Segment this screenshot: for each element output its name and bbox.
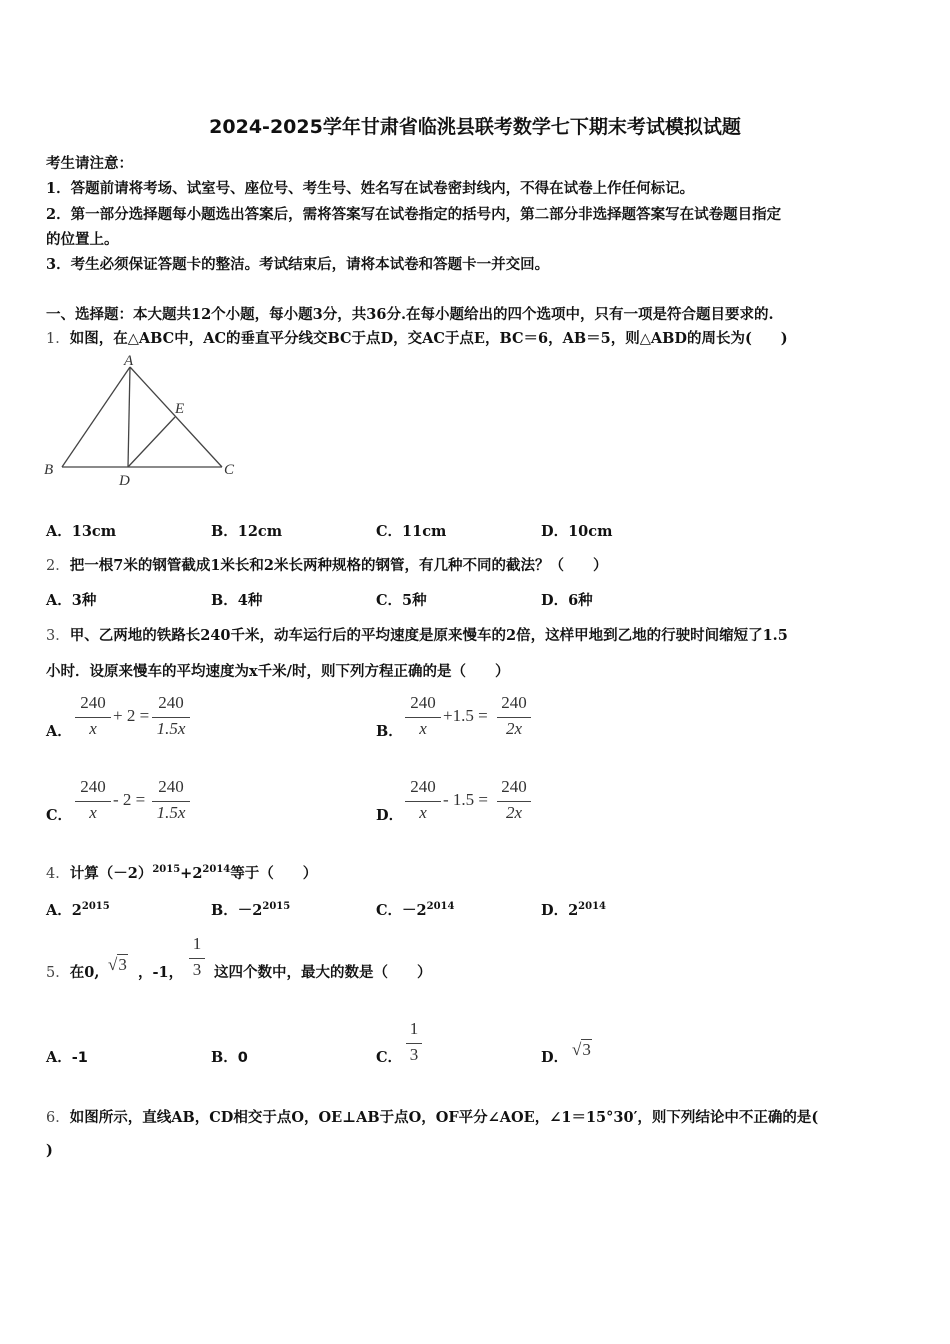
sqrt-expression (572, 1040, 592, 1060)
option-b[interactable] (211, 1046, 248, 1067)
page-title: 2024-2025学年甘肃省临洮县联考数学七下期末考试模拟试题 (209, 116, 741, 138)
question-2 (46, 554, 608, 575)
label-a: A (124, 355, 134, 369)
fraction-bar (75, 801, 111, 802)
numerator: 1 (409, 1019, 419, 1038)
numerator: 240 (158, 777, 184, 796)
denominator: 1.5x (156, 719, 186, 738)
option-label: A． (46, 902, 72, 919)
option-label: C． (376, 902, 403, 919)
question-number: 2． (46, 558, 70, 574)
option-a[interactable]: A．3种 (46, 592, 97, 609)
segment-ac (130, 367, 222, 467)
option-base: 2 (71, 902, 82, 919)
exponent: 2014 (202, 864, 231, 876)
option-base: －2 (237, 902, 263, 919)
denominator: x (89, 719, 97, 738)
option-label: A． (46, 1049, 72, 1066)
sqrt-value: 3 (582, 1040, 591, 1059)
fraction (405, 777, 441, 827)
fraction (75, 693, 111, 743)
segment-ab (62, 367, 130, 467)
question-text: 把一根7米的钢管截成1米长和2米长两种规格的钢管，有几种不同的截法？（ ） (69, 557, 608, 574)
fraction-bar (497, 801, 531, 802)
denominator: x (419, 719, 427, 738)
fraction (406, 1019, 422, 1069)
question-4 (46, 862, 317, 883)
fraction-bar (405, 801, 441, 802)
denominator: x (419, 803, 427, 822)
option-b[interactable]: B．12cm (211, 523, 283, 540)
question-6 (46, 1106, 818, 1127)
notice-item: 3．考生必须保证答题卡的整洁。考试结束后，请将本试卷和答题卡一并交回。 (46, 256, 550, 273)
label-e: E (175, 401, 185, 417)
label-d: D (119, 473, 130, 489)
exponent: 2014 (578, 901, 607, 913)
notice-item: 2．第一部分选择题每小题选出答案后，需将答案写在试卷指定的括号内，第二部分非选择题答案写在试卷题目指定 (46, 206, 782, 223)
question-1 (46, 327, 788, 348)
numerator: 240 (80, 693, 106, 712)
fraction-bar (152, 801, 190, 802)
question-3 (46, 624, 788, 645)
question-number: 5． (46, 965, 70, 981)
option-label: B． (211, 902, 238, 919)
fraction-bar (189, 958, 205, 959)
question-text: 甲、乙两地的铁路长240千米，动车运行后的平均速度是原来慢车的2倍，这样甲地到乙地的行驶时间缩短了1.5 (69, 627, 788, 644)
sqrt-icon: √ (108, 955, 118, 974)
notice-item: 1．答题前请将考场、试室号、座位号、考生号、姓名写在试卷密封线内，不得在试卷上作任何标记。 (46, 180, 695, 197)
notice-heading: 考生请注意： (46, 155, 133, 172)
option-c[interactable]: C． (376, 1049, 403, 1066)
fraction (497, 777, 531, 827)
sqrt-icon: √ (572, 1040, 582, 1059)
question-text: 在0, (69, 964, 100, 981)
denominator: 2x (505, 719, 523, 738)
segment-ad (128, 367, 130, 467)
option-a[interactable]: A．13cm (46, 523, 117, 540)
exponent: 2015 (81, 901, 110, 913)
option-d[interactable]: D．6种 (541, 592, 593, 609)
notice-item: 的位置上。 (46, 231, 119, 248)
fraction (405, 693, 441, 743)
option-c[interactable]: C．5种 (376, 592, 427, 609)
numerator: 240 (158, 693, 184, 712)
option-value: -1 (71, 1050, 88, 1066)
option-b[interactable]: B． (376, 723, 403, 740)
option-c[interactable] (376, 899, 454, 920)
fraction-bar (75, 717, 111, 718)
label-b: B (44, 462, 54, 478)
operator: - 1.5 = (443, 790, 488, 809)
numerator: 240 (501, 777, 527, 796)
sqrt-value: 3 (118, 955, 127, 974)
option-c[interactable]: C． (46, 807, 73, 824)
section-heading: 一、选择题：本大题共12个小题，每小题3分，共36分.在每小题给出的四个选项中，只有一项是符合题目要求的. (46, 306, 774, 323)
fraction (75, 777, 111, 827)
segment-de (128, 417, 175, 467)
question-text: 计算（－2） (69, 865, 153, 882)
fraction (497, 693, 531, 743)
question-3-line2: 小时．设原来慢车的平均速度为x千米/时，则下列方程正确的是（ ） (46, 663, 510, 680)
exponent: 2014 (426, 901, 455, 913)
numerator: 240 (410, 777, 436, 796)
fraction-bar (405, 717, 441, 718)
option-label: B． (211, 1049, 238, 1066)
fraction (152, 777, 190, 827)
option-c[interactable]: C．11cm (376, 523, 447, 540)
question-text: ，-1， (138, 964, 184, 981)
exponent: 2015 (152, 864, 181, 876)
option-a[interactable]: A． (46, 723, 72, 740)
fraction (189, 934, 205, 984)
question-6-line2: ) (46, 1142, 53, 1159)
question-5 (46, 961, 99, 982)
numerator: 240 (501, 693, 527, 712)
question-text: +2 (180, 865, 203, 882)
operator: +1.5 = (443, 706, 488, 725)
sqrt-expression (108, 955, 128, 975)
option-a[interactable] (46, 899, 110, 920)
question-number: 3． (46, 628, 70, 644)
operator: - 2 = (113, 790, 146, 809)
question-text: 这四个数中，最大的数是（ ） (214, 964, 432, 981)
denominator: 3 (192, 960, 202, 979)
option-b[interactable]: B．4种 (211, 592, 263, 609)
question-text: 如图，在△ABC中，AC的垂直平分线交BC于点D，交AC于点E，BC＝6，AB＝5，则△ABD的周长为( ) (69, 330, 788, 347)
option-d[interactable]: D． (541, 1049, 569, 1066)
numerator: 240 (80, 777, 106, 796)
denominator: 2x (505, 803, 523, 822)
option-label: D． (541, 902, 569, 919)
option-b[interactable] (211, 899, 290, 920)
numerator: 1 (192, 934, 202, 953)
question-number: 1． (46, 331, 70, 347)
numerator: 240 (410, 693, 436, 712)
fraction-bar (497, 717, 531, 718)
denominator: x (89, 803, 97, 822)
question-number: 4． (46, 866, 70, 882)
label-c: C (224, 462, 235, 478)
question-text: 等于（ ） (230, 865, 318, 882)
option-a[interactable] (46, 1046, 88, 1067)
triangle-figure (40, 355, 240, 490)
question-text: 如图所示，直线AB，CD相交于点O，OE⊥AB于点O，OF平分∠AOE，∠1＝15°30′，则下列结论中不正确的是( (69, 1109, 819, 1126)
fraction-bar (406, 1043, 422, 1044)
option-d[interactable]: D．10cm (541, 523, 613, 540)
operator: + 2 = (113, 706, 150, 725)
question-number: 6． (46, 1110, 70, 1126)
option-d[interactable]: D． (376, 807, 404, 824)
option-base: 2 (568, 902, 579, 919)
fraction (152, 693, 190, 743)
option-value: 0 (237, 1050, 248, 1066)
option-base: －2 (402, 902, 427, 919)
option-d[interactable] (541, 899, 606, 920)
exponent: 2015 (262, 901, 291, 913)
fraction-bar (152, 717, 190, 718)
denominator: 1.5x (156, 803, 186, 822)
denominator: 3 (409, 1045, 419, 1064)
